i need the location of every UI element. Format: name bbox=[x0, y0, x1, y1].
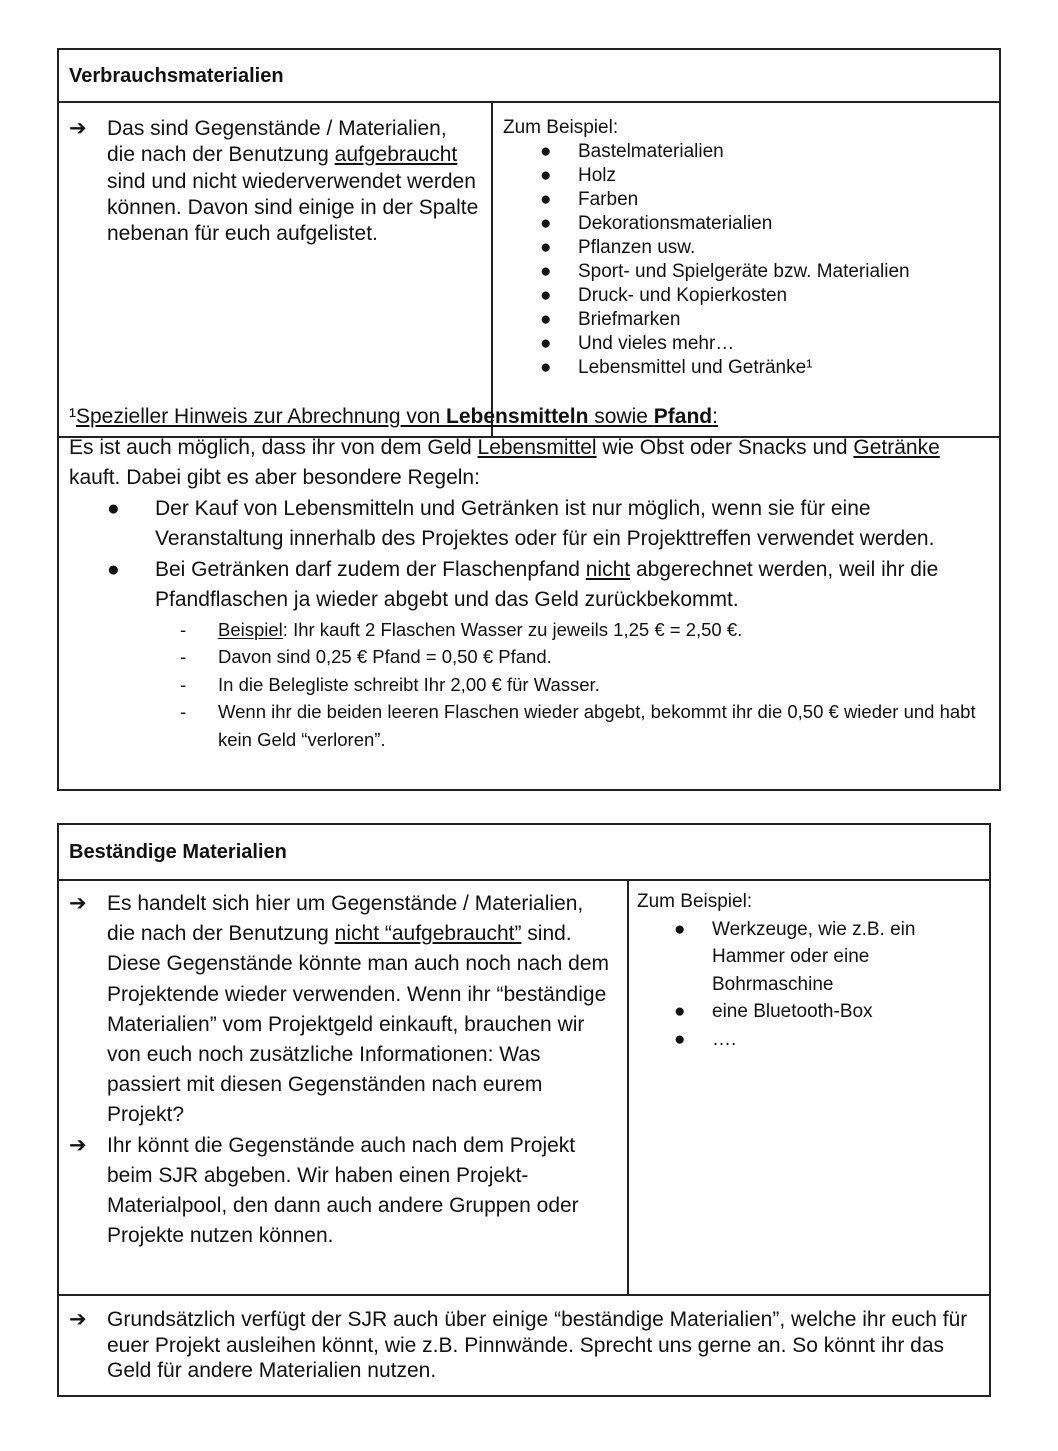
list-item: ➔ Grundsätzlich verfügt der SJR auch über einige “beständige Materialien”, welche ihr euch für euer Projekt ausleihen könnt, wie z.B. Pinnwände. Sprecht uns gerne an. So könnt ihr das Geld für andere Materialien nutzen. bbox=[69, 1308, 968, 1382]
bullet-icon: ● bbox=[674, 918, 686, 940]
dash-icon: - bbox=[180, 618, 187, 640]
list-item: ● Bastelmaterialien bbox=[540, 141, 724, 162]
arrow-icon: ➔ bbox=[69, 892, 87, 915]
bullet-icon: ● bbox=[674, 1028, 686, 1050]
list-item: - In die Belegliste schreibt Ihr 2,00 € für Wasser. bbox=[180, 671, 989, 699]
note-heading: ¹Spezieller Hinweis zur Abrechnung von Lebensmitteln sowie Pfand: bbox=[69, 405, 718, 428]
list-item: ● Lebensmittel und Getränke¹ bbox=[540, 357, 813, 378]
arrow-icon: ➔ bbox=[69, 1133, 87, 1157]
divider bbox=[59, 879, 989, 881]
durable-materials-table bbox=[57, 823, 991, 1397]
bullet-icon: ● bbox=[540, 165, 552, 186]
list-item: ● Werkzeuge, wie z.B. ein Hammer oder eine Bohrmaschine bbox=[674, 916, 977, 999]
arrow-icon: ➔ bbox=[69, 117, 87, 140]
list-item: ➔ Ihr könnt die Gegenstände auch nach dem Projekt beim SJR abgeben. Wir haben einen Projekt-Materialpool, den dann auch andere Gruppen oder Projekte nutzen können. bbox=[69, 1131, 617, 1252]
list-item: ● Und vieles mehr… bbox=[540, 333, 735, 354]
bullet-icon: ● bbox=[540, 261, 552, 282]
list-item: ➔ Es handelt sich hier um Gegenstände / Materialien, die nach der Benutzung nicht “aufgebraucht” sind. Diese Gegenstände könnte man auch noch nach dem Projektende wieder verwenden. Wenn ihr “beständige Materialien” vom Projektgeld einkauft, brauchen wir von euch noch zusätzliche Informationen: Was passiert mit diesen Gegenständen nach eurem Projekt? bbox=[69, 889, 617, 1131]
bullet-icon: ● bbox=[540, 189, 552, 210]
durable-description bbox=[69, 889, 617, 1251]
consumables-description bbox=[69, 116, 479, 247]
lending-note bbox=[69, 1307, 977, 1384]
bullet-icon: ● bbox=[674, 1001, 686, 1022]
list-item: - Beispiel: Ihr kauft 2 Flaschen Wasser zu jeweils 1,25 € = 2,50 €. bbox=[180, 616, 989, 644]
durable-examples bbox=[637, 888, 977, 1053]
note-intro: Es ist auch möglich, dass ihr von dem Geld Lebensmittel wie Obst oder Snacks und Getränke kauft. Dabei gibt es aber besondere Regeln: bbox=[69, 435, 940, 489]
list-item: ● Sport- und Spielgeräte bzw. Materialien bbox=[540, 261, 910, 282]
bullet-icon: ● bbox=[540, 285, 552, 306]
bullet-icon: ● bbox=[107, 557, 120, 581]
dash-icon: - bbox=[180, 646, 187, 667]
consumables-examples bbox=[503, 116, 983, 380]
arrow-icon: ➔ bbox=[69, 1308, 87, 1331]
list-item: ● Pflanzen usw. bbox=[540, 237, 696, 258]
examples-intro: Zum Beispiel: bbox=[503, 117, 619, 138]
list-item: ● Farben bbox=[540, 189, 639, 210]
food-deposit-note bbox=[69, 402, 989, 753]
divider bbox=[59, 101, 999, 103]
list-item: ● eine Bluetooth-Box bbox=[674, 998, 977, 1026]
list-item: - Wenn ihr die beiden leeren Flaschen wieder abgebt, bekommt ihr die 0,50 € wieder und habt kein Geld “verloren”. bbox=[180, 698, 989, 753]
bullet-icon: ● bbox=[540, 357, 552, 378]
examples-intro: Zum Beispiel: bbox=[637, 891, 753, 912]
column-divider bbox=[491, 102, 493, 438]
list-item: ● Druck- und Kopierkosten bbox=[540, 285, 788, 306]
list-item: ● Bei Getränken darf zudem der Flaschenpfand nicht abgerechnet werden, weil ihr die Pfandflaschen ja wieder abgebt und das Geld zurückbekommt. bbox=[107, 555, 989, 616]
bullet-icon: ● bbox=[540, 213, 552, 234]
bullet-icon: ● bbox=[107, 496, 120, 520]
list-item: ➔ Das sind Gegenstände / Materialien, die nach der Benutzung aufgebraucht sind und nicht wiederverwendet werden können. Davon sind einige in der Spalte nebenan für euch aufgelistet. bbox=[69, 117, 479, 246]
list-item: ● Dekorationsmaterialien bbox=[540, 213, 773, 234]
bullet-icon: ● bbox=[540, 309, 552, 330]
bullet-icon: ● bbox=[540, 141, 552, 162]
durable-materials-title: Beständige Materialien bbox=[69, 841, 287, 863]
dash-icon: - bbox=[180, 701, 187, 722]
bullet-icon: ● bbox=[540, 333, 552, 354]
dash-icon: - bbox=[180, 673, 187, 695]
column-divider bbox=[627, 880, 629, 1296]
list-item: ● Der Kauf von Lebensmitteln und Getränken ist nur möglich, wenn sie für eine Veranstaltung innerhalb des Projektes oder für ein Projekttreffen verwendet werden. bbox=[107, 494, 989, 555]
list-item: ● Holz bbox=[540, 165, 617, 186]
divider bbox=[59, 1294, 989, 1296]
list-item: ● Briefmarken bbox=[540, 309, 681, 330]
bullet-icon: ● bbox=[540, 237, 552, 258]
list-item: - Davon sind 0,25 € Pfand = 0,50 € Pfand. bbox=[180, 643, 989, 671]
list-item: ● …. bbox=[674, 1026, 977, 1054]
consumables-table bbox=[57, 48, 1001, 791]
consumables-title: Verbrauchsmaterialien bbox=[69, 64, 284, 87]
